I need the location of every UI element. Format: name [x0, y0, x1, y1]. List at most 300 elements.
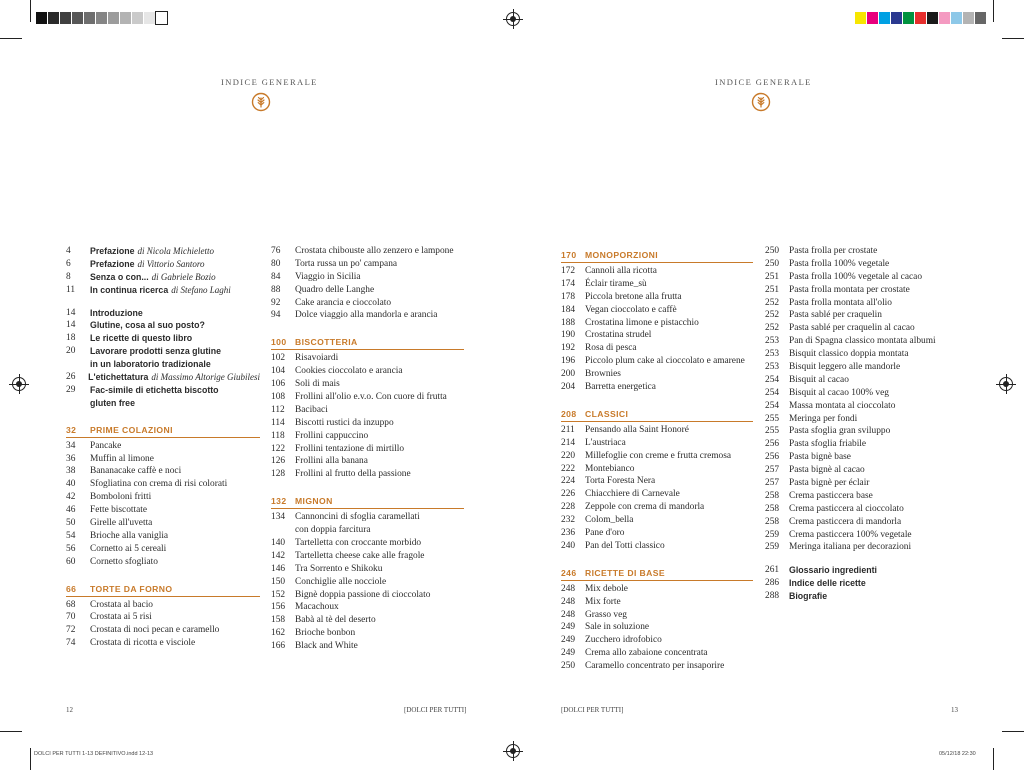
entry-title: Fette biscottate	[90, 505, 148, 516]
toc-entry	[765, 477, 965, 490]
entry-title: Crema pasticcera 100% vegetale	[789, 529, 912, 540]
toc-entry	[765, 322, 965, 335]
entry-page-number: 258	[765, 503, 780, 514]
entry-page-number: 250	[561, 661, 576, 672]
section-page-number: 100	[271, 337, 287, 348]
toc-entry	[66, 504, 260, 517]
entry-page-number: 134	[271, 512, 286, 523]
entry-title: Girelle all'uvetta	[90, 518, 153, 529]
color-swatch	[855, 12, 866, 24]
entry-title: Pasta frolla montata all'olio	[789, 297, 892, 308]
entry-title: Bomboloni fritti	[90, 492, 152, 503]
entry-page-number: 214	[561, 437, 576, 448]
toc-column-4	[765, 245, 965, 603]
entry-title: Pasta frolla 100% vegetale	[789, 258, 890, 269]
toc-entry	[66, 271, 260, 284]
section-title: RICETTE DI BASE	[585, 567, 666, 578]
entry-title: Barretta energetica	[585, 382, 656, 393]
entry-page-number: 257	[765, 478, 780, 489]
entry-page-number: 158	[271, 615, 286, 626]
toc-entry	[765, 541, 965, 554]
entry-page-number: 174	[561, 278, 576, 289]
entry-page-number: 84	[271, 271, 281, 282]
entry-title: Frollini tentazione di mirtillo	[295, 443, 405, 454]
crop-mark	[1002, 731, 1024, 732]
crop-mark	[1002, 38, 1024, 39]
spacer	[66, 410, 260, 420]
toc-entry	[66, 637, 260, 650]
toc-entry	[271, 468, 464, 481]
entry-page-number: 249	[561, 635, 576, 646]
entry-title: Pasta bignè al cacao	[789, 465, 865, 476]
entry-title: Brownies	[585, 369, 621, 380]
entry-page-number: 258	[765, 516, 780, 527]
entry-title: Brioche bonbon	[295, 628, 356, 639]
toc-entry	[66, 624, 260, 637]
toc-entry	[271, 430, 464, 443]
entry-page-number: 252	[765, 310, 780, 321]
section-heading	[271, 336, 464, 350]
toc-entry	[66, 543, 260, 556]
toc-entry	[561, 265, 753, 278]
toc-entry	[561, 621, 753, 634]
entry-title: Pasta frolla 100% vegetale al cacao	[789, 271, 923, 282]
entry-page-number: 122	[271, 443, 286, 454]
toc-entry	[765, 464, 965, 477]
entry-page-number: 106	[271, 379, 286, 390]
entry-page-number: 253	[765, 362, 780, 373]
entry-page-number: 38	[66, 466, 76, 477]
toc-entry	[271, 271, 464, 284]
entry-page-number: 142	[271, 550, 286, 561]
entry-title: Bacibaci	[295, 404, 328, 415]
toc-column-3	[561, 245, 753, 673]
entry-page-number: 166	[271, 641, 286, 652]
entry-page-number: 56	[66, 543, 76, 554]
entry-title: Cookies cioccolato e arancia	[295, 366, 403, 377]
toc-entry	[561, 342, 753, 355]
entry-page-number: 156	[271, 602, 286, 613]
toc-entry	[271, 601, 464, 614]
entry-title: Risavoiardi	[295, 353, 339, 364]
section-title: PRIME COLAZIONI	[90, 424, 173, 435]
entry-page-number: 188	[561, 317, 576, 328]
color-swatch	[108, 12, 119, 24]
entry-page-number: 204	[561, 382, 576, 393]
toc-entry	[271, 589, 464, 602]
section-heading	[561, 408, 753, 422]
entry-title: Zeppole con crema di mandorla	[585, 502, 705, 513]
toc-entry	[765, 361, 965, 374]
entry-title: Bignè doppia passione di cioccolato	[295, 589, 431, 600]
toc-entry	[765, 516, 965, 529]
toc-entry	[271, 524, 464, 537]
toc-entry	[561, 501, 753, 514]
entry-title: Millefoglie con creme e frutta cremosa	[585, 450, 732, 461]
entry-title: Grasso veg	[585, 609, 627, 620]
entry-page-number: 26	[66, 372, 76, 383]
entry-title: Pasta sfoglia friabile	[789, 439, 867, 450]
toc-entry	[66, 491, 260, 504]
entry-title: Muffin al limone	[90, 453, 154, 464]
color-swatch	[975, 12, 986, 24]
toc-entry	[561, 475, 753, 488]
entry-page-number: 92	[271, 297, 281, 308]
right-page-running-title: [DOLCI PER TUTTI]	[561, 706, 624, 714]
crop-mark	[30, 748, 31, 770]
left-page-running-title: [DOLCI PER TUTTI]	[404, 706, 467, 714]
toc-entry	[66, 556, 260, 569]
entry-page-number: 11	[66, 284, 76, 295]
section-heading	[561, 249, 753, 263]
spacer	[561, 553, 753, 563]
entry-page-number: 172	[561, 266, 576, 276]
entry-page-number: 232	[561, 515, 576, 526]
entry-page-number: 29	[66, 384, 76, 395]
section-title: BISCOTTERIA	[295, 337, 358, 348]
entry-author: di Gabriele Bozio	[151, 271, 216, 282]
spacer	[271, 481, 464, 491]
entry-title: Prefazione	[90, 246, 135, 256]
section-heading	[66, 424, 260, 438]
entry-title: Frollini al frutto della passione	[295, 469, 411, 480]
entry-page-number: 94	[271, 310, 281, 321]
section-page-number: 32	[66, 424, 77, 435]
entry-title: Senza o con...	[90, 271, 149, 282]
entry-title: Black and White	[295, 641, 358, 652]
entry-page-number: 4	[66, 246, 71, 256]
section-page-number: 132	[271, 496, 287, 507]
toc-entry	[561, 463, 753, 476]
entry-title: L'etichettatura	[88, 372, 149, 383]
toc-entry	[561, 450, 753, 463]
crop-mark	[0, 38, 22, 39]
entry-title: Prefazione	[90, 258, 135, 269]
entry-page-number: 14	[66, 307, 76, 318]
toc-entry	[765, 590, 965, 603]
toc-entry	[271, 627, 464, 640]
color-swatch	[951, 12, 962, 24]
toc-entry	[765, 245, 965, 258]
entry-title: Bananacake caffè e noci	[90, 466, 182, 477]
entry-page-number: 50	[66, 518, 76, 529]
entry-title: Crema pasticcera al cioccolato	[789, 503, 904, 514]
toc-entry	[561, 514, 753, 527]
toc-entry	[765, 490, 965, 503]
registration-mark-right	[999, 377, 1013, 391]
entry-page-number: 251	[765, 271, 780, 282]
entry-title: Colom_bella	[585, 515, 634, 526]
toc-entry	[561, 540, 753, 553]
toc-entry	[765, 400, 965, 413]
entry-page-number: 192	[561, 343, 576, 354]
toc-entry	[66, 478, 260, 491]
entry-page-number: 261	[765, 565, 780, 576]
entry-page-number: 228	[561, 502, 576, 513]
entry-page-number: 146	[271, 563, 286, 574]
color-swatch	[36, 12, 47, 24]
toc-entry	[271, 378, 464, 391]
toc-entry	[765, 297, 965, 310]
toc-entry	[765, 309, 965, 322]
entry-title: Cornetto sfogliato	[90, 556, 158, 567]
entry-title: Sale in soluzione	[585, 622, 650, 633]
toc-entry	[66, 453, 260, 466]
entry-page-number: 20	[66, 346, 76, 357]
entry-title: In continua ricerca	[90, 284, 169, 295]
entry-title: Dolce viaggio alla mandorla e arancia	[295, 310, 438, 321]
entry-title: Montebianco	[585, 463, 635, 474]
entry-title: Babà al tè del deserto	[295, 615, 376, 626]
color-swatch	[879, 12, 890, 24]
entry-page-number: 258	[765, 490, 780, 501]
entry-title: Vegan cioccolato e caffè	[585, 304, 677, 315]
entry-title: Glossario ingredienti	[789, 565, 877, 576]
toc-entry	[765, 451, 965, 464]
color-swatch	[144, 12, 155, 24]
entry-title: Pan di Spagna classico montata albumi	[789, 336, 936, 347]
entry-title: Lavorare prodotti senza glutine	[90, 346, 221, 357]
toc-entry	[271, 284, 464, 297]
entry-page-number: 184	[561, 304, 576, 315]
entry-title: Torta Foresta Nera	[585, 476, 656, 487]
entry-page-number: 253	[765, 336, 780, 347]
entry-title: in un laboratorio tradizionale	[90, 359, 211, 370]
toc-entry	[561, 329, 753, 342]
color-swatch	[60, 12, 71, 24]
toc-entry	[271, 455, 464, 468]
toc-entry	[271, 309, 464, 322]
section-heading	[271, 495, 464, 509]
entry-title: Mix debole	[585, 583, 628, 594]
spacer	[561, 394, 753, 404]
spacer	[66, 569, 260, 579]
registration-mark-bottom	[506, 744, 520, 758]
entry-title: Piccola bretone alla frutta	[585, 291, 682, 302]
entry-page-number: 114	[271, 417, 285, 428]
toc-entry	[66, 319, 260, 332]
toc-entry	[765, 529, 965, 542]
entry-page-number: 126	[271, 456, 286, 467]
entry-title: Crostata al bacio	[90, 599, 153, 610]
entry-page-number: 250	[765, 246, 780, 256]
entry-title: Cannoli alla ricotta	[585, 266, 657, 276]
registration-mark-left	[12, 377, 26, 391]
entry-page-number: 254	[765, 387, 780, 398]
entry-page-number: 60	[66, 556, 76, 567]
color-swatch	[84, 12, 95, 24]
spacer	[271, 322, 464, 332]
color-swatch	[903, 12, 914, 24]
toc-entry	[561, 304, 753, 317]
right-page-header: INDICE GENERALE	[715, 77, 812, 87]
toc-entry	[561, 527, 753, 540]
entry-page-number: 249	[561, 648, 576, 659]
toc-entry	[561, 583, 753, 596]
section-title: MONOPORZIONI	[585, 250, 659, 260]
toc-entry	[66, 245, 260, 258]
toc-entry	[66, 284, 260, 297]
entry-title: Crostata di ricotta e visciole	[90, 638, 196, 649]
toc-entry	[561, 278, 753, 291]
toc-entry	[765, 564, 965, 577]
toc-entry	[66, 599, 260, 612]
toc-entry	[66, 384, 260, 397]
entry-page-number: 286	[765, 578, 780, 589]
entry-title: Glutine, cosa al suo posto?	[90, 320, 205, 331]
entry-page-number: 70	[66, 612, 76, 623]
toc-entry	[765, 425, 965, 438]
entry-title: Pasta bignè per éclair	[789, 478, 870, 489]
entry-title: Crostatina strudel	[585, 330, 652, 341]
entry-page-number: 72	[66, 625, 76, 636]
entry-title: Éclair tirame_sù	[585, 278, 647, 289]
slug-file-info: DOLCI PER TUTTI 1-13 DEFINITIVO.indd 12-13	[34, 751, 154, 757]
entry-title: Soli di mais	[295, 379, 340, 390]
crop-mark	[993, 748, 994, 770]
toc-entry	[271, 640, 464, 653]
entry-title: Pasta sablé per craquelin	[789, 310, 882, 321]
entry-title: Pasta bignè base	[789, 452, 851, 463]
entry-page-number: 46	[66, 505, 76, 516]
entry-page-number: 250	[765, 258, 780, 269]
entry-page-number: 88	[271, 284, 281, 295]
entry-author: di Stefano Laghi	[171, 284, 231, 295]
toc-entry	[271, 511, 464, 524]
entry-page-number: 255	[765, 413, 780, 424]
toc-entry	[561, 291, 753, 304]
toc-entry	[271, 614, 464, 627]
entry-page-number: 118	[271, 430, 285, 441]
toc-entry	[66, 517, 260, 530]
entry-title: con doppia farcitura	[295, 525, 371, 536]
entry-title: Introduzione	[90, 307, 143, 318]
toc-entry	[66, 345, 260, 358]
entry-page-number: 34	[66, 440, 76, 451]
toc-entry	[66, 358, 260, 371]
entry-title: Caramello concentrato per insaporire	[585, 661, 725, 672]
entry-page-number	[271, 524, 295, 537]
right-page-number: 13	[951, 706, 958, 714]
entry-page-number: 248	[561, 609, 576, 620]
entry-page-number: 259	[765, 542, 780, 553]
entry-title: Conchiglie alle nocciole	[295, 576, 387, 587]
left-page-number: 12	[66, 706, 73, 714]
entry-page-number: 178	[561, 291, 576, 302]
toc-entry	[561, 424, 753, 437]
toc-entry	[561, 437, 753, 450]
section-heading	[66, 583, 260, 597]
color-swatch	[120, 12, 131, 24]
entry-page-number	[66, 397, 90, 410]
entry-page-number: 80	[271, 258, 281, 269]
wheat-logo-icon	[251, 92, 271, 112]
entry-page-number: 104	[271, 366, 286, 377]
entry-page-number: 54	[66, 530, 76, 541]
entry-page-number: 14	[66, 320, 76, 331]
entry-page-number: 196	[561, 356, 576, 367]
entry-title: Viaggio in Sicilia	[295, 271, 361, 282]
entry-title: Mix forte	[585, 596, 621, 607]
crop-mark	[993, 0, 994, 22]
toc-entry	[66, 611, 260, 624]
entry-title: Brioche alla vaniglia	[90, 530, 169, 541]
section-page-number: 246	[561, 567, 577, 578]
entry-title: Cake arancia e cioccolato	[295, 297, 392, 308]
entry-title: Piccolo plum cake al cioccolato e amarene	[585, 356, 745, 367]
entry-page-number	[66, 358, 90, 371]
entry-page-number: 248	[561, 596, 576, 607]
toc-entry	[561, 355, 753, 368]
entry-title: Sfogliatina con crema di risi colorati	[90, 479, 228, 490]
entry-page-number: 220	[561, 450, 576, 461]
toc-entry	[561, 609, 753, 622]
toc-entry	[271, 404, 464, 417]
toc-entry	[271, 352, 464, 365]
entry-page-number: 200	[561, 369, 576, 380]
entry-title: Pan del Totti classico	[585, 540, 665, 551]
entry-page-number: 36	[66, 453, 76, 464]
entry-title: Bisquit al cacao	[789, 374, 849, 385]
toc-entry	[66, 307, 260, 320]
color-swatch	[939, 12, 950, 24]
entry-page-number: 240	[561, 540, 576, 551]
entry-title: Biscotti rustici da inzuppo	[295, 417, 394, 428]
toc-entry	[561, 596, 753, 609]
toc-entry	[66, 371, 260, 384]
toc-entry	[561, 660, 753, 673]
entry-title: Macachoux	[295, 602, 339, 613]
entry-title: Indice delle ricette	[789, 578, 866, 589]
toc-entry	[66, 440, 260, 453]
slug-date: 05/12/18 22:30	[939, 751, 976, 757]
entry-title: Crostata di noci pecan e caramello	[90, 625, 220, 636]
entry-page-number: 236	[561, 528, 576, 539]
entry-author: di Massimo Altorige Giubilesi	[151, 372, 260, 383]
entry-title: Bisquit al cacao 100% veg	[789, 387, 889, 398]
entry-page-number: 102	[271, 353, 286, 364]
entry-page-number: 190	[561, 330, 576, 341]
entry-page-number: 40	[66, 479, 76, 490]
registration-mark-top	[506, 12, 520, 26]
entry-title: Frollini all'olio e.v.o. Con cuore di frutta	[295, 392, 447, 403]
entry-title: Zucchero idrofobico	[585, 635, 662, 646]
entry-title: Pasta frolla montata per crostate	[789, 284, 910, 295]
entry-title: Crostata ai 5 risi	[90, 612, 152, 623]
entry-title: Cannoncini di sfoglia caramellati	[295, 512, 420, 523]
toc-entry	[765, 258, 965, 271]
entry-page-number: 108	[271, 392, 286, 403]
entry-page-number: 76	[271, 246, 281, 256]
toc-entry	[561, 647, 753, 660]
toc-entry	[271, 258, 464, 271]
spacer	[765, 554, 965, 564]
color-swatch	[132, 12, 143, 24]
entry-title: Tartelletta con croccante morbido	[295, 538, 422, 549]
toc-entry	[765, 374, 965, 387]
entry-page-number: 249	[561, 622, 576, 633]
entry-title: Pancake	[90, 440, 122, 451]
color-swatch	[156, 12, 167, 24]
toc-entry	[271, 443, 464, 456]
entry-title: Quadro delle Langhe	[295, 284, 375, 295]
entry-page-number: 8	[66, 271, 71, 282]
entry-page-number: 112	[271, 404, 285, 415]
entry-page-number: 256	[765, 439, 780, 450]
entry-title: Torta russa un po' campana	[295, 258, 398, 269]
toc-entry	[66, 530, 260, 543]
toc-entry	[66, 332, 260, 345]
